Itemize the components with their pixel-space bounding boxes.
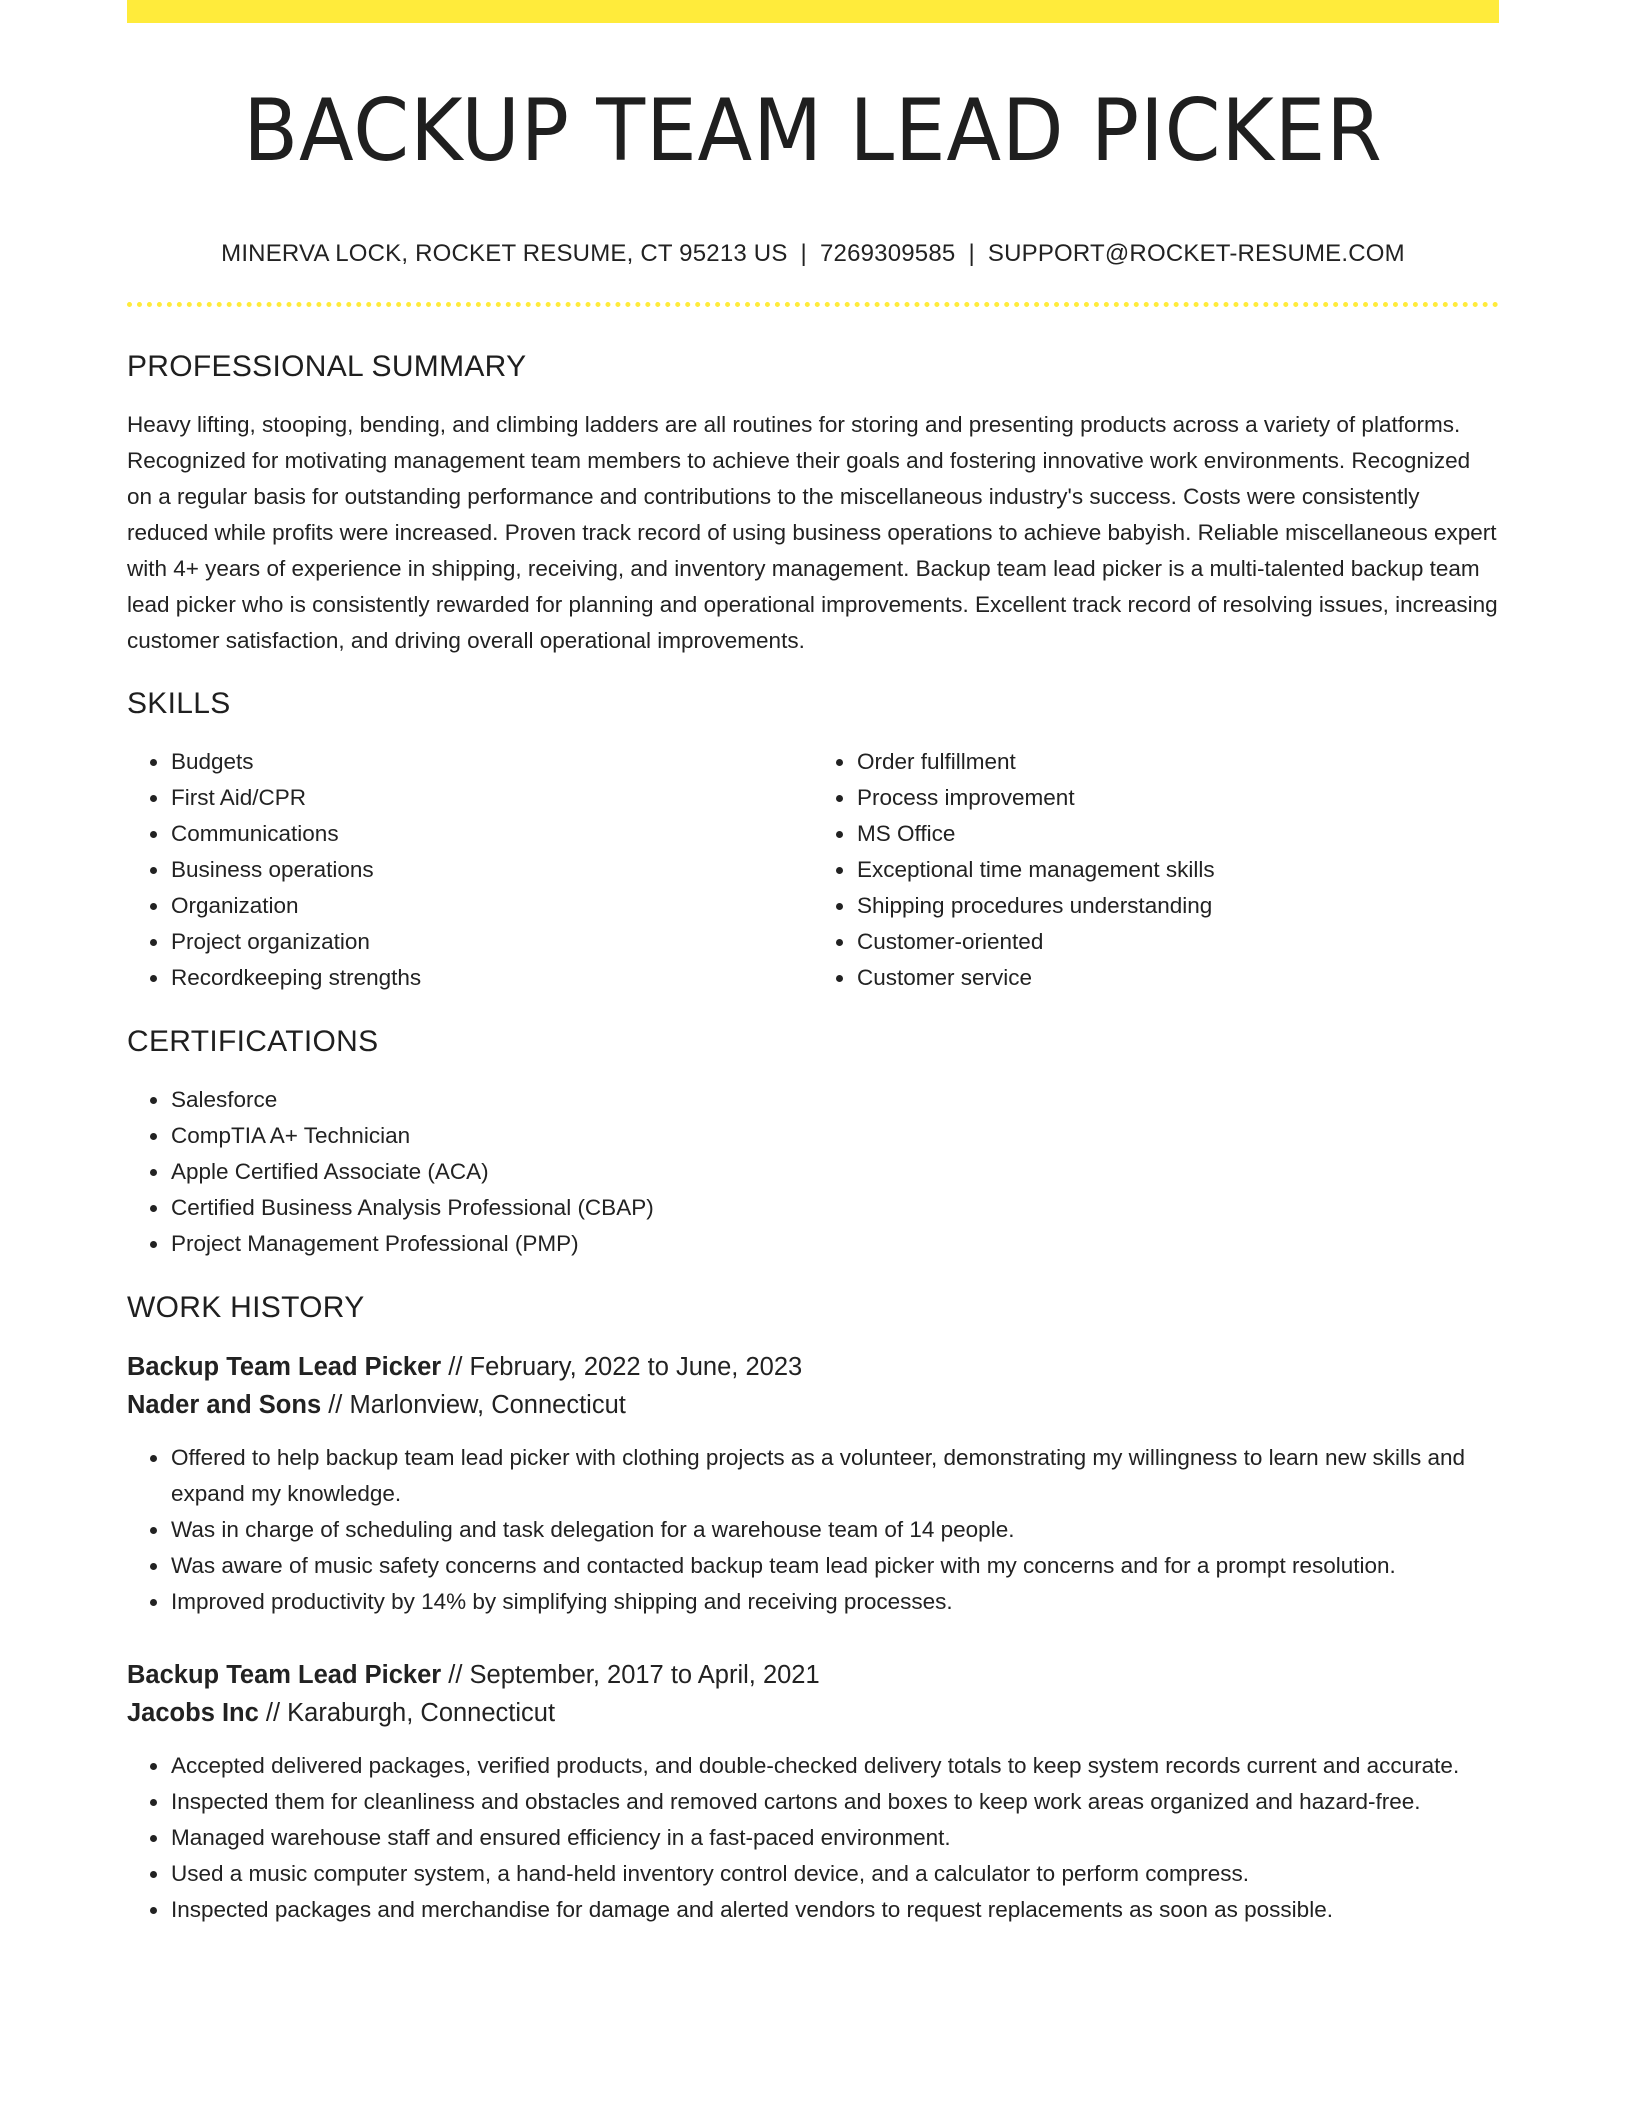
job-duty-item: • Was aware of music safety concerns and contacted backup team lead picker with my concerns and for a prompt resolution. xyxy=(170,1548,1499,1584)
job-duty-item: • Accepted delivered packages, verified products, and double-checked delivery totals to keep system records current and accurate. xyxy=(170,1748,1499,1784)
skill-item: • Exceptional time management skills xyxy=(856,852,1499,888)
skill-item: • Order fulfillment xyxy=(856,744,1499,780)
skills-list-left xyxy=(127,744,813,996)
skill-item: • Business operations xyxy=(170,852,813,888)
skill-item: • First Aid/CPR xyxy=(170,780,813,816)
job-duty-item: • Was in charge of scheduling and task delegation for a warehouse team of 14 people. xyxy=(170,1512,1499,1548)
skill-item: • Budgets xyxy=(170,744,813,780)
job-company-line xyxy=(127,1386,1499,1424)
header-divider xyxy=(127,302,1499,307)
skills-columns xyxy=(127,744,1499,996)
skills-heading: SKILLS xyxy=(127,686,231,720)
work-history-heading: WORK HISTORY xyxy=(127,1290,365,1324)
job-role-line xyxy=(127,1348,1499,1386)
job-entry xyxy=(127,1348,1499,1620)
job-company: Jacobs Inc xyxy=(127,1698,259,1727)
candidate-name: BACKUP TEAM LEAD PICKER xyxy=(243,81,1383,181)
job-dates: // September, 2017 to April, 2021 xyxy=(441,1660,820,1689)
job-role: Backup Team Lead Picker xyxy=(127,1352,442,1381)
contact-address: MINERVA LOCK, ROCKET RESUME, CT 95213 US xyxy=(221,239,788,267)
job-duty-item: • Managed warehouse staff and ensured efficiency in a fast-paced environment. xyxy=(170,1820,1499,1856)
contact-line xyxy=(127,239,1499,269)
skill-item: • Project organization xyxy=(170,924,813,960)
contact-separator: | xyxy=(968,239,975,267)
job-duty-item: • Inspected them for cleanliness and obstacles and removed cartons and boxes to keep work areas organized and hazard-free. xyxy=(170,1784,1499,1820)
job-role-line xyxy=(127,1656,1499,1694)
certification-item: • Salesforce xyxy=(170,1082,1499,1118)
job-duties-list xyxy=(127,1440,1499,1620)
skill-item: • Process improvement xyxy=(856,780,1499,816)
contact-email: SUPPORT@ROCKET-RESUME.COM xyxy=(987,239,1405,267)
job-duty-item: • Offered to help backup team lead picker with clothing projects as a volunteer, demonstrating my willingness to learn new skills and expand my knowledge. xyxy=(170,1440,1499,1512)
skill-item: • Shipping procedures understanding xyxy=(856,888,1499,924)
certification-item: • Apple Certified Associate (ACA) xyxy=(170,1154,1499,1190)
skill-item: • Recordkeeping strengths xyxy=(170,960,813,996)
certification-item: • Certified Business Analysis Professional (CBAP) xyxy=(170,1190,1499,1226)
summary-heading: PROFESSIONAL SUMMARY xyxy=(127,349,527,383)
job-company: Nader and Sons xyxy=(127,1390,322,1419)
top-accent-bar xyxy=(127,0,1499,23)
job-duties-list xyxy=(127,1748,1499,1928)
job-duty-item: • Inspected packages and merchandise for damage and alerted vendors to request replacements as soon as possible. xyxy=(170,1892,1499,1928)
certification-item: • CompTIA A+ Technician xyxy=(170,1118,1499,1154)
skills-list-right xyxy=(813,744,1499,996)
job-location: // Marlonview, Connecticut xyxy=(321,1390,626,1419)
skill-item: • MS Office xyxy=(856,816,1499,852)
certification-item: • Project Management Professional (PMP) xyxy=(170,1226,1499,1262)
job-company-line xyxy=(127,1694,1499,1732)
contact-separator: | xyxy=(800,239,807,267)
job-entry xyxy=(127,1656,1499,1928)
certifications-list xyxy=(127,1082,1499,1262)
summary-text: Heavy lifting, stooping, bending, and climbing ladders are all routines for storing and presenting products across a variety of platforms. Recognized for motivating management team members to achieve their goals and fostering innovative work environments. Recognized on a regular basis for outstanding performance and contributions to the miscellaneous industry's success. Costs were consistently reduced while profits were increased. Proven track record of using business operations to achieve babyish. Reliable miscellaneous expert with 4+ years of experience in shipping, receiving, and inventory management. Backup team lead picker is a multi-talented backup team lead picker who is consistently rewarded for planning and operational improvements. Excellent track record of resolving issues, increasing customer satisfaction, and driving overall operational improvements. xyxy=(127,411,1498,653)
job-duty-item: • Improved productivity by 14% by simplifying shipping and receiving processes. xyxy=(170,1584,1499,1620)
skill-item: • Customer-oriented xyxy=(856,924,1499,960)
job-duty-item: • Used a music computer system, a hand-held inventory control device, and a calculator to perform compress. xyxy=(170,1856,1499,1892)
job-role: Backup Team Lead Picker xyxy=(127,1660,442,1689)
contact-phone: 7269309585 xyxy=(819,239,956,267)
skill-item: • Organization xyxy=(170,888,813,924)
job-location: // Karaburgh, Connecticut xyxy=(258,1698,556,1727)
resume-page xyxy=(127,0,1499,1928)
skill-item: • Customer service xyxy=(856,960,1499,996)
certifications-heading: CERTIFICATIONS xyxy=(127,1024,379,1058)
job-dates: // February, 2022 to June, 2023 xyxy=(441,1352,803,1381)
skill-item: • Communications xyxy=(170,816,813,852)
